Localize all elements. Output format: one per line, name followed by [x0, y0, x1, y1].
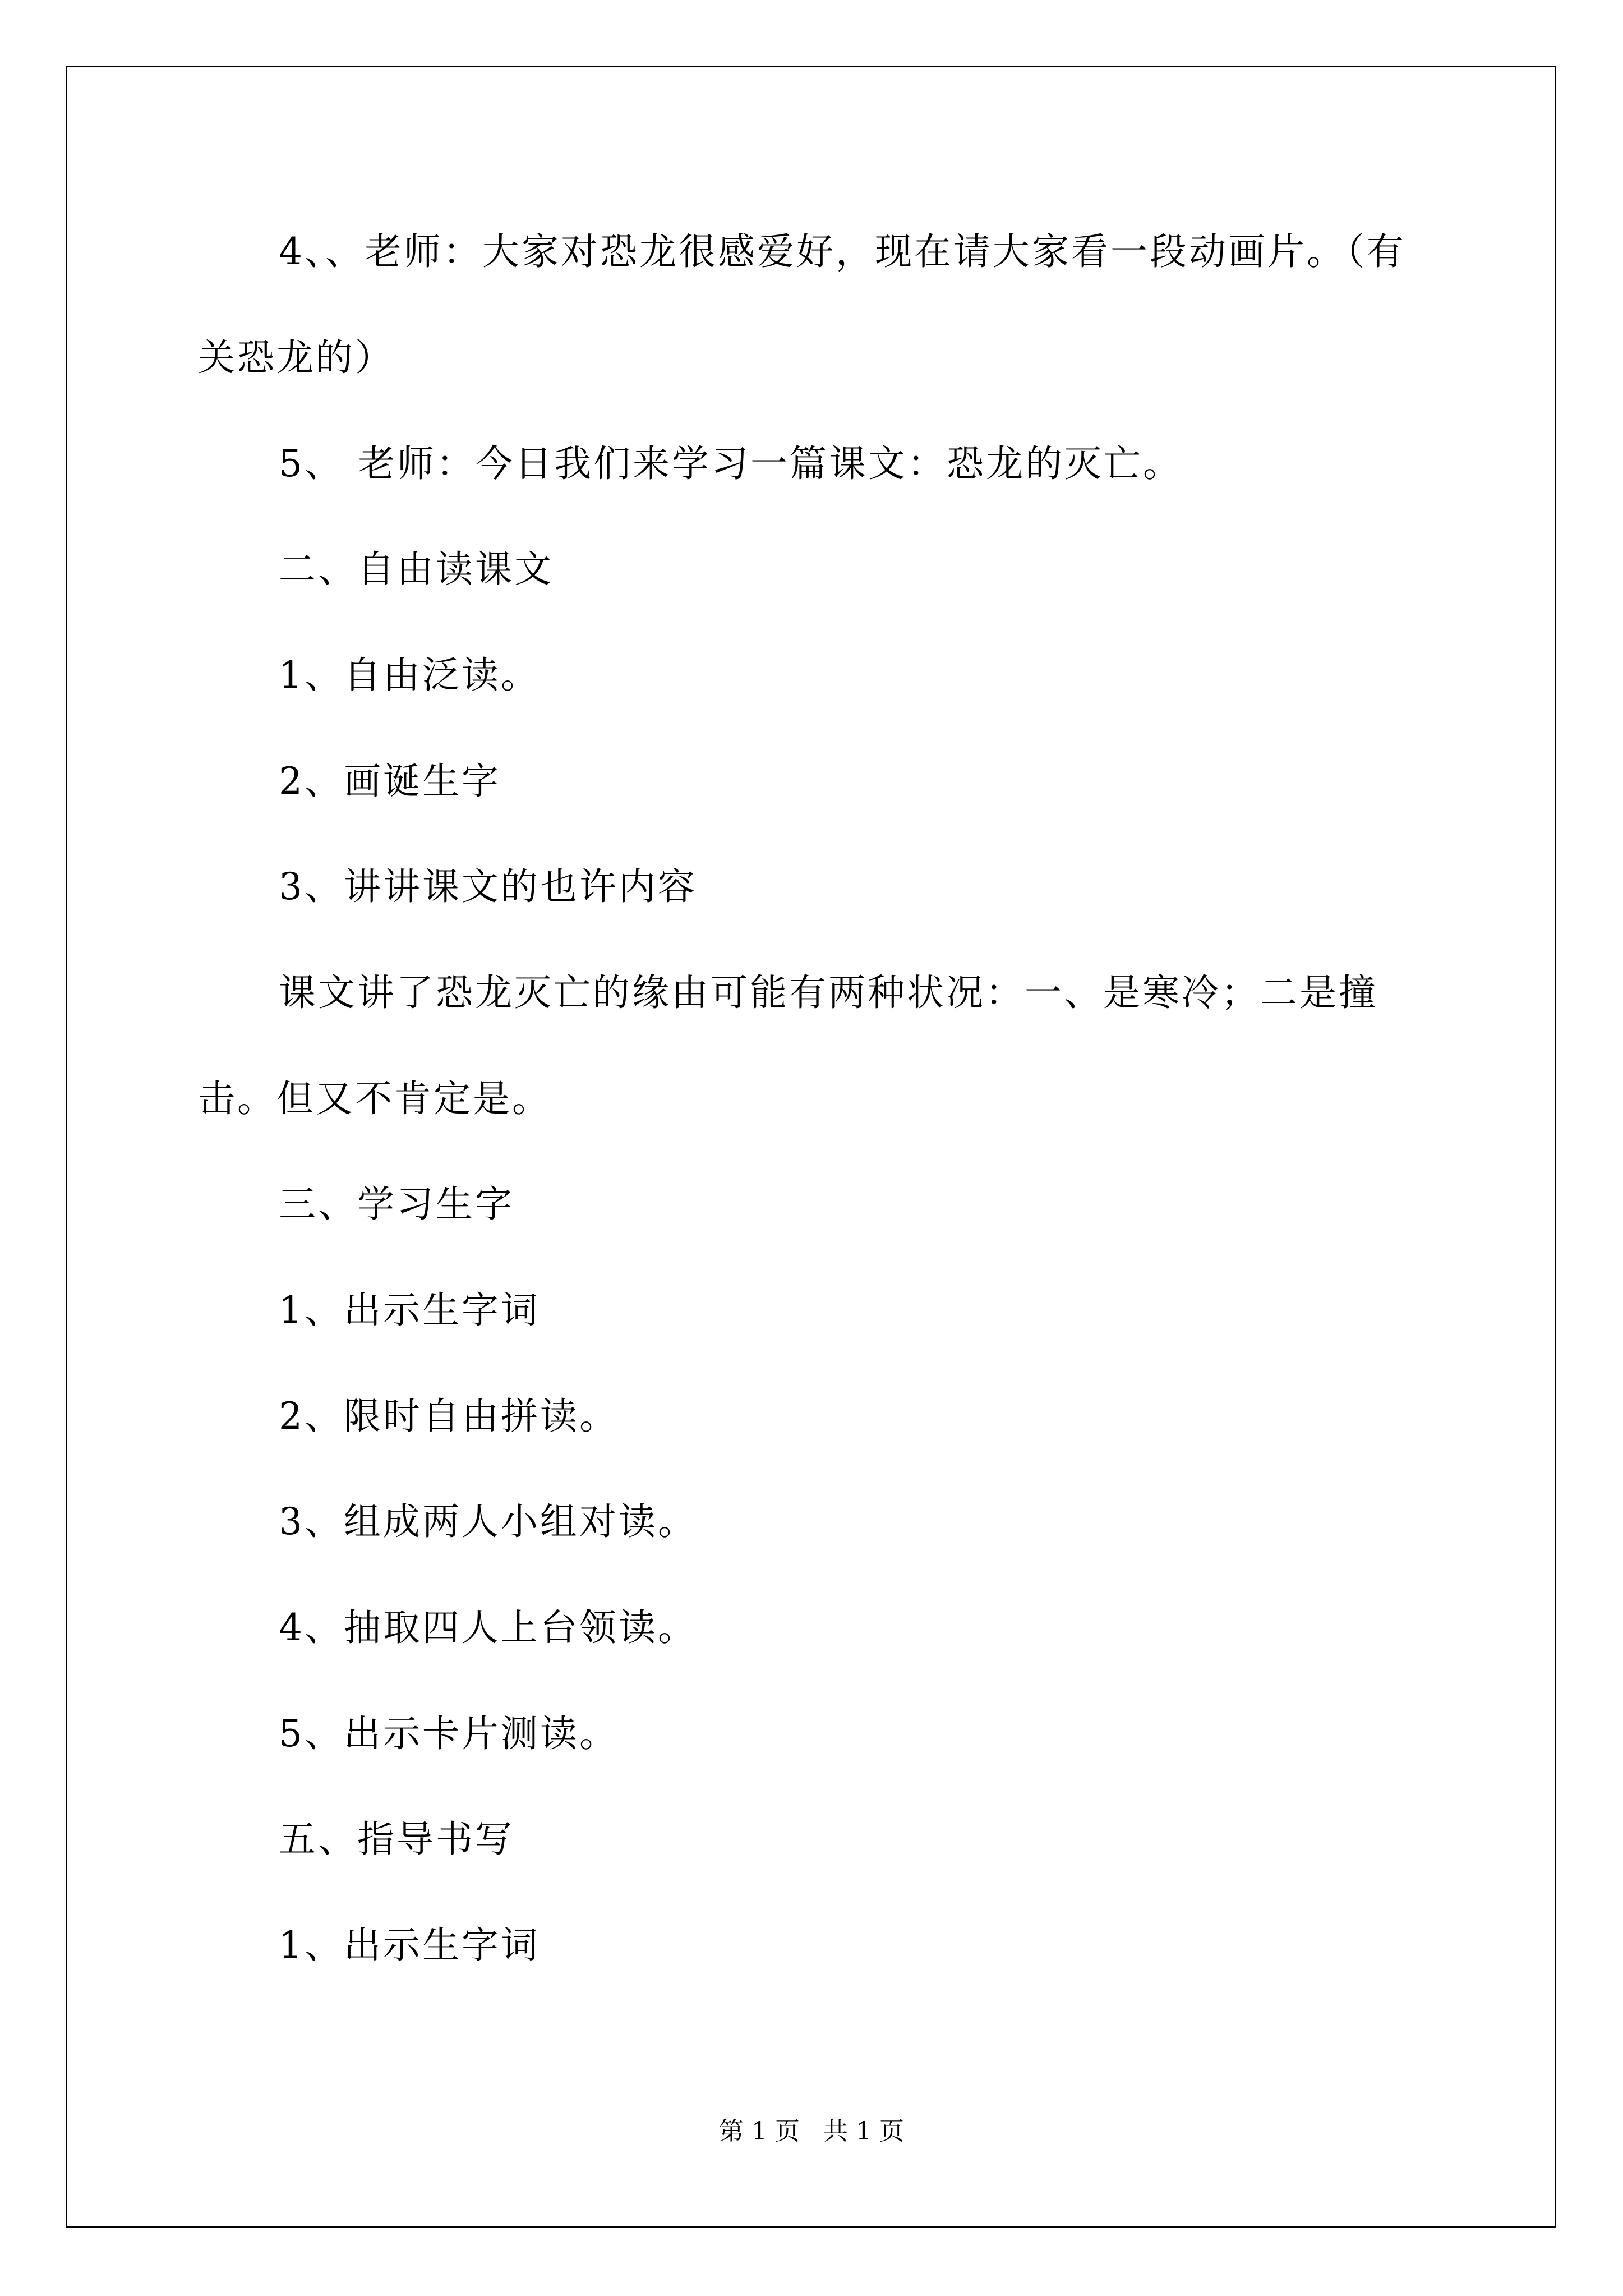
text-line: 5、 老师：今日我们来学习一篇课文：恐龙的灭亡。 — [279, 442, 1182, 485]
list-item: 1、出示生字词 — [279, 1289, 540, 1332]
list-item: 4、抽取四人上台领读。 — [279, 1606, 697, 1649]
text-line: 关恐龙的） — [198, 336, 394, 379]
page-border — [66, 66, 1556, 2228]
section-heading: 五、指导书写 — [279, 1818, 514, 1861]
list-item: 2、画诞生字 — [279, 760, 501, 803]
list-item: 2、限时自由拼读。 — [279, 1395, 619, 1438]
text-line: 击。但又不肯定是。 — [198, 1077, 551, 1120]
list-item: 1、出示生字词 — [279, 1924, 540, 1967]
list-item: 1、自由泛读。 — [279, 654, 540, 697]
list-item: 3、讲讲课文的也许内容 — [279, 865, 697, 908]
section-heading: 二、自由读课文 — [279, 547, 554, 591]
text-line: 课文讲了恐龙灭亡的缘由可能有两种状况：一、是寒冷；二是撞 — [279, 971, 1378, 1014]
list-item: 5、出示卡片测读。 — [279, 1712, 619, 1755]
section-heading: 三、学习生字 — [279, 1182, 514, 1226]
list-item: 3、组成两人小组对读。 — [279, 1500, 697, 1543]
page-number-footer: 第 1 页 共 1 页 — [719, 2117, 904, 2146]
text-line: 4、、老师：大家对恐龙很感爱好，现在请大家看一段动画片。（有 — [279, 230, 1406, 273]
